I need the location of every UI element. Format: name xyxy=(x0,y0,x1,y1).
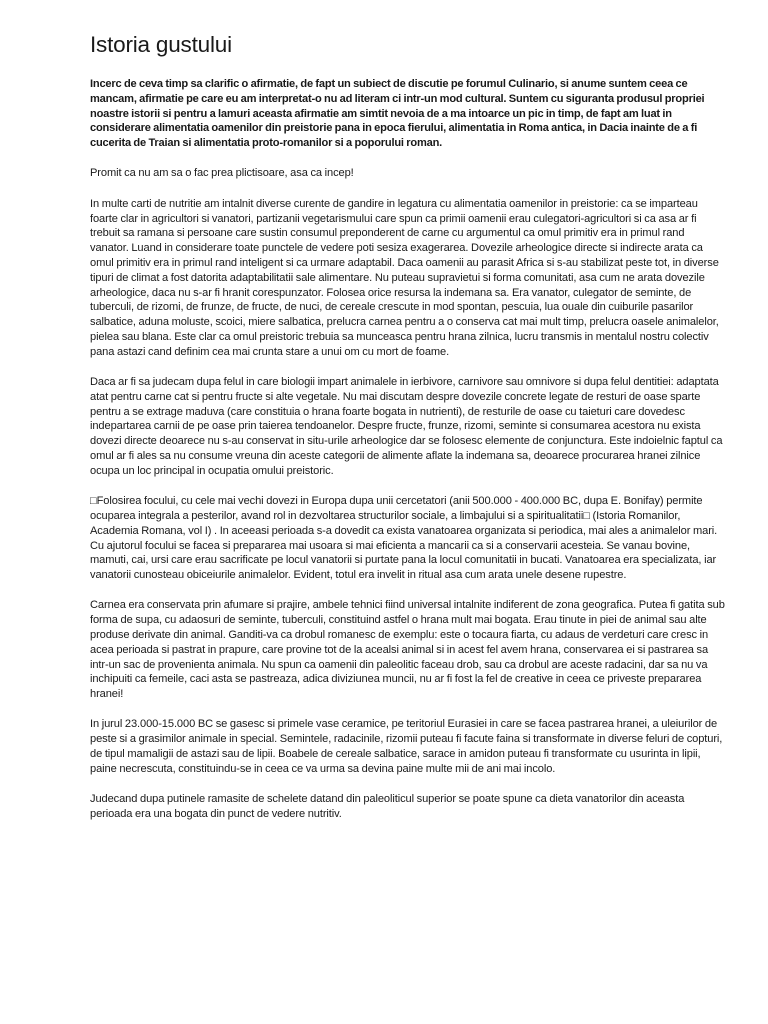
intro-paragraph: Incerc de ceva timp sa clarific o afirmatie, de fapt un subiect de discutie pe forumul Culinario, si anume suntem ceea ce mancam, afirmatie pe care eu am interpretat-o nu ad literam ci intr-un mod cultural. Suntem cu siguranta produsul propriei noastre istorii si pentru a lamuri aceasta afirmatie am simtit nevoia de a ma intoarce un pic in timp, de fapt am luat in considerare alimentatia oamenilor din preistorie pana in epoca fierului, alimentatia in Roma antica, in Dacia inainte de a fi cucerita de Traian si alimentatia proto-romanilor si a poporului roman. xyxy=(90,78,705,150)
body-paragraph-fire: □Folosirea focului, cu cele mai vechi dovezi in Europa dupa unii cercetatori (anii 500.000 - 400.000 BC, dupa E. Bonifay) permite ocuparea integrala a pesterilor, avand rol in dezvoltarea structurilor sociale, a limbajului si a spiritualitatii□ (Istoria Romanilor, Academia Romana, vol I) . In aceeasi perioada s-a dovedit ca exista vanatoarea organizata si periodica, mai ales a animalelor mari. Cu ajutorul focului se facea si prepararea mai usoara si mai eficienta a mancarii ca si a conservarii acesteia. Se vanau bovine, mamuti, cai, ursi care erau sacrificate pe locul vanatorii si purtate pana la locul comunitatii in bucati. Vanatoarea era specializata, iar vanatorii cunosteau obiceiurile animalelor. Evident, totul era invelit in ritual asa cum arata unele desene rupestre. xyxy=(90,495,718,582)
document-page xyxy=(90,32,725,837)
body-paragraph-nutrition: In multe carti de nutritie am intalnit diverse curente de gandire in legatura cu alimentatia oamenilor in preistorie: ca se imparteau foarte clar in agricultori si vanatori, partizanii vegetarismului care spun ca primii oamenii erau culegatori-agricultori si ca asa ar fi trebuit sa ramana si persoane care sustin consumul preponderent de carne cu argumentul ca omul primitiv era in primul rand vanator. Luand in considerare toate punctele de vedere poti sesiza exagerarea. Dovezile arheologice directe si indirecte arata ca omul primitiv era in primul rand inteligent si ca urmare adaptabil. Daca oamenii au parasit Africa si s-au stabilizat peste tot, in diverse tipuri de climat a fost datorita adaptabilitatii sale alimentare. Nu puteau supravietui si forma comunitati, asa cum ne arata dovezile arheologice, daca nu s-ar fi hranit corespunzator. Folosea orice resursa la indemana sa. Era vanator, culegator de seminte, de tuberculi, de rizomi, de frunze, de fructe, de nuci, de cereale crescute in mod spontan, pescuia, lua ouale din cuiburile pasarilor salbatice, aduna moluste, scoici, miere salbatica, prelucra carnea pentru a o conserva cat mai mult timp, prelucra oasele animalelor, pielea sau blana. Este clar ca omul preistoric trebuia sa munceasca pentru hrana zilnica, lucru transmis in mentalul nostru colectiv pana astazi cand definim cea mai crunta stare a unui om cu mort de foame. xyxy=(90,197,719,358)
body-paragraph-ceramics: In jurul 23.000-15.000 BC se gasesc si primele vase ceramice, pe teritoriul Eurasiei in care se facea pastrarea hranei, a uleiurilor de peste si a grasimilor animale in special. Semintele, radacinile, rizomii puteau fi facute faina si transformate in diverse feluri de copturi, de tipul mamaligii de astazi sau de lipii. Boabele de cereale salbatice, sarace in amidon puteau fi transformate cu usurinta in lipii, paine necrescuta, constituindu-se in ceea ce va urma sa devina paine multe mii de ani mai incolo. xyxy=(90,718,723,775)
body-paragraph-meat: Carnea era conservata prin afumare si prajire, ambele tehnici fiind universal intalnite indiferent de zona geografica. Putea fi gatita sub forma de supa, cu adaosuri de seminte, tuberculi, constituind astfel o hrana mult mai bogata. Erau tinute in piei de animal sau alte produse derivate din animal. Ganditi-va ca drobul romanesc de exemplu: este o tocaura fiarta, cu adaus de verdeturi care cresc in acea perioada si pastrat in prapure, care provine tot de la acealsi animal si in acest fel avem hrana, conservarea ei si pastrarea sa intr-un sac de provenienta animala. Nu spun ca oamenii din paleolitic faceau drob, sau ca drobul are aceste radacini, dar sa nu va inchipuiti ca femeile, caci asta se pastreaza, adica diviziunea muncii, nu ar fi fost la fel de creative in ceea ce priveste prepararea hranei! xyxy=(90,599,725,701)
page-title: Istoria gustului xyxy=(90,32,232,57)
body-paragraph-promise: Promit ca nu am sa o fac prea plictisoare, asa ca incep! xyxy=(90,167,354,180)
body-paragraph-skeletons: Judecand dupa putinele ramasite de schelete datand din paleoliticul superior se poate spune ca dieta vanatorilor din aceasta perioada era una bogata din punct de vedere nutritiv. xyxy=(90,793,685,820)
body-paragraph-dentition: Daca ar fi sa judecam dupa felul in care biologii impart animalele in ierbivore, carnivore sau omnivore si dupa felul dentitiei: adaptata atat pentru carne cat si pentru fructe si alte vegetale. Nu mai discutam despre dovezile concrete legate de resturi de oase sparte pentru a se extrage maduva (care constituia o hrana foarte bogata in nutrienti), de resturile de oase cu taieturi care dovedesc indepartarea carnii de pe oase prin taierea tendoanelor. Despre fructe, frunze, rizomi, seminte si consumarea acestora nu exista dovezi directe deoarece nu s-au conservat in situ-urile arheologice dar se folosesc elemente de conjunctura. Este indoielnic faptul ca omul ar fi ales sa nu consume vreuna din aceste categorii de alimente aflate la indemana sa, deoarece procurarea hranei zilnice ocupa un loc principal in ocupatia omului preistoric. xyxy=(90,376,723,477)
